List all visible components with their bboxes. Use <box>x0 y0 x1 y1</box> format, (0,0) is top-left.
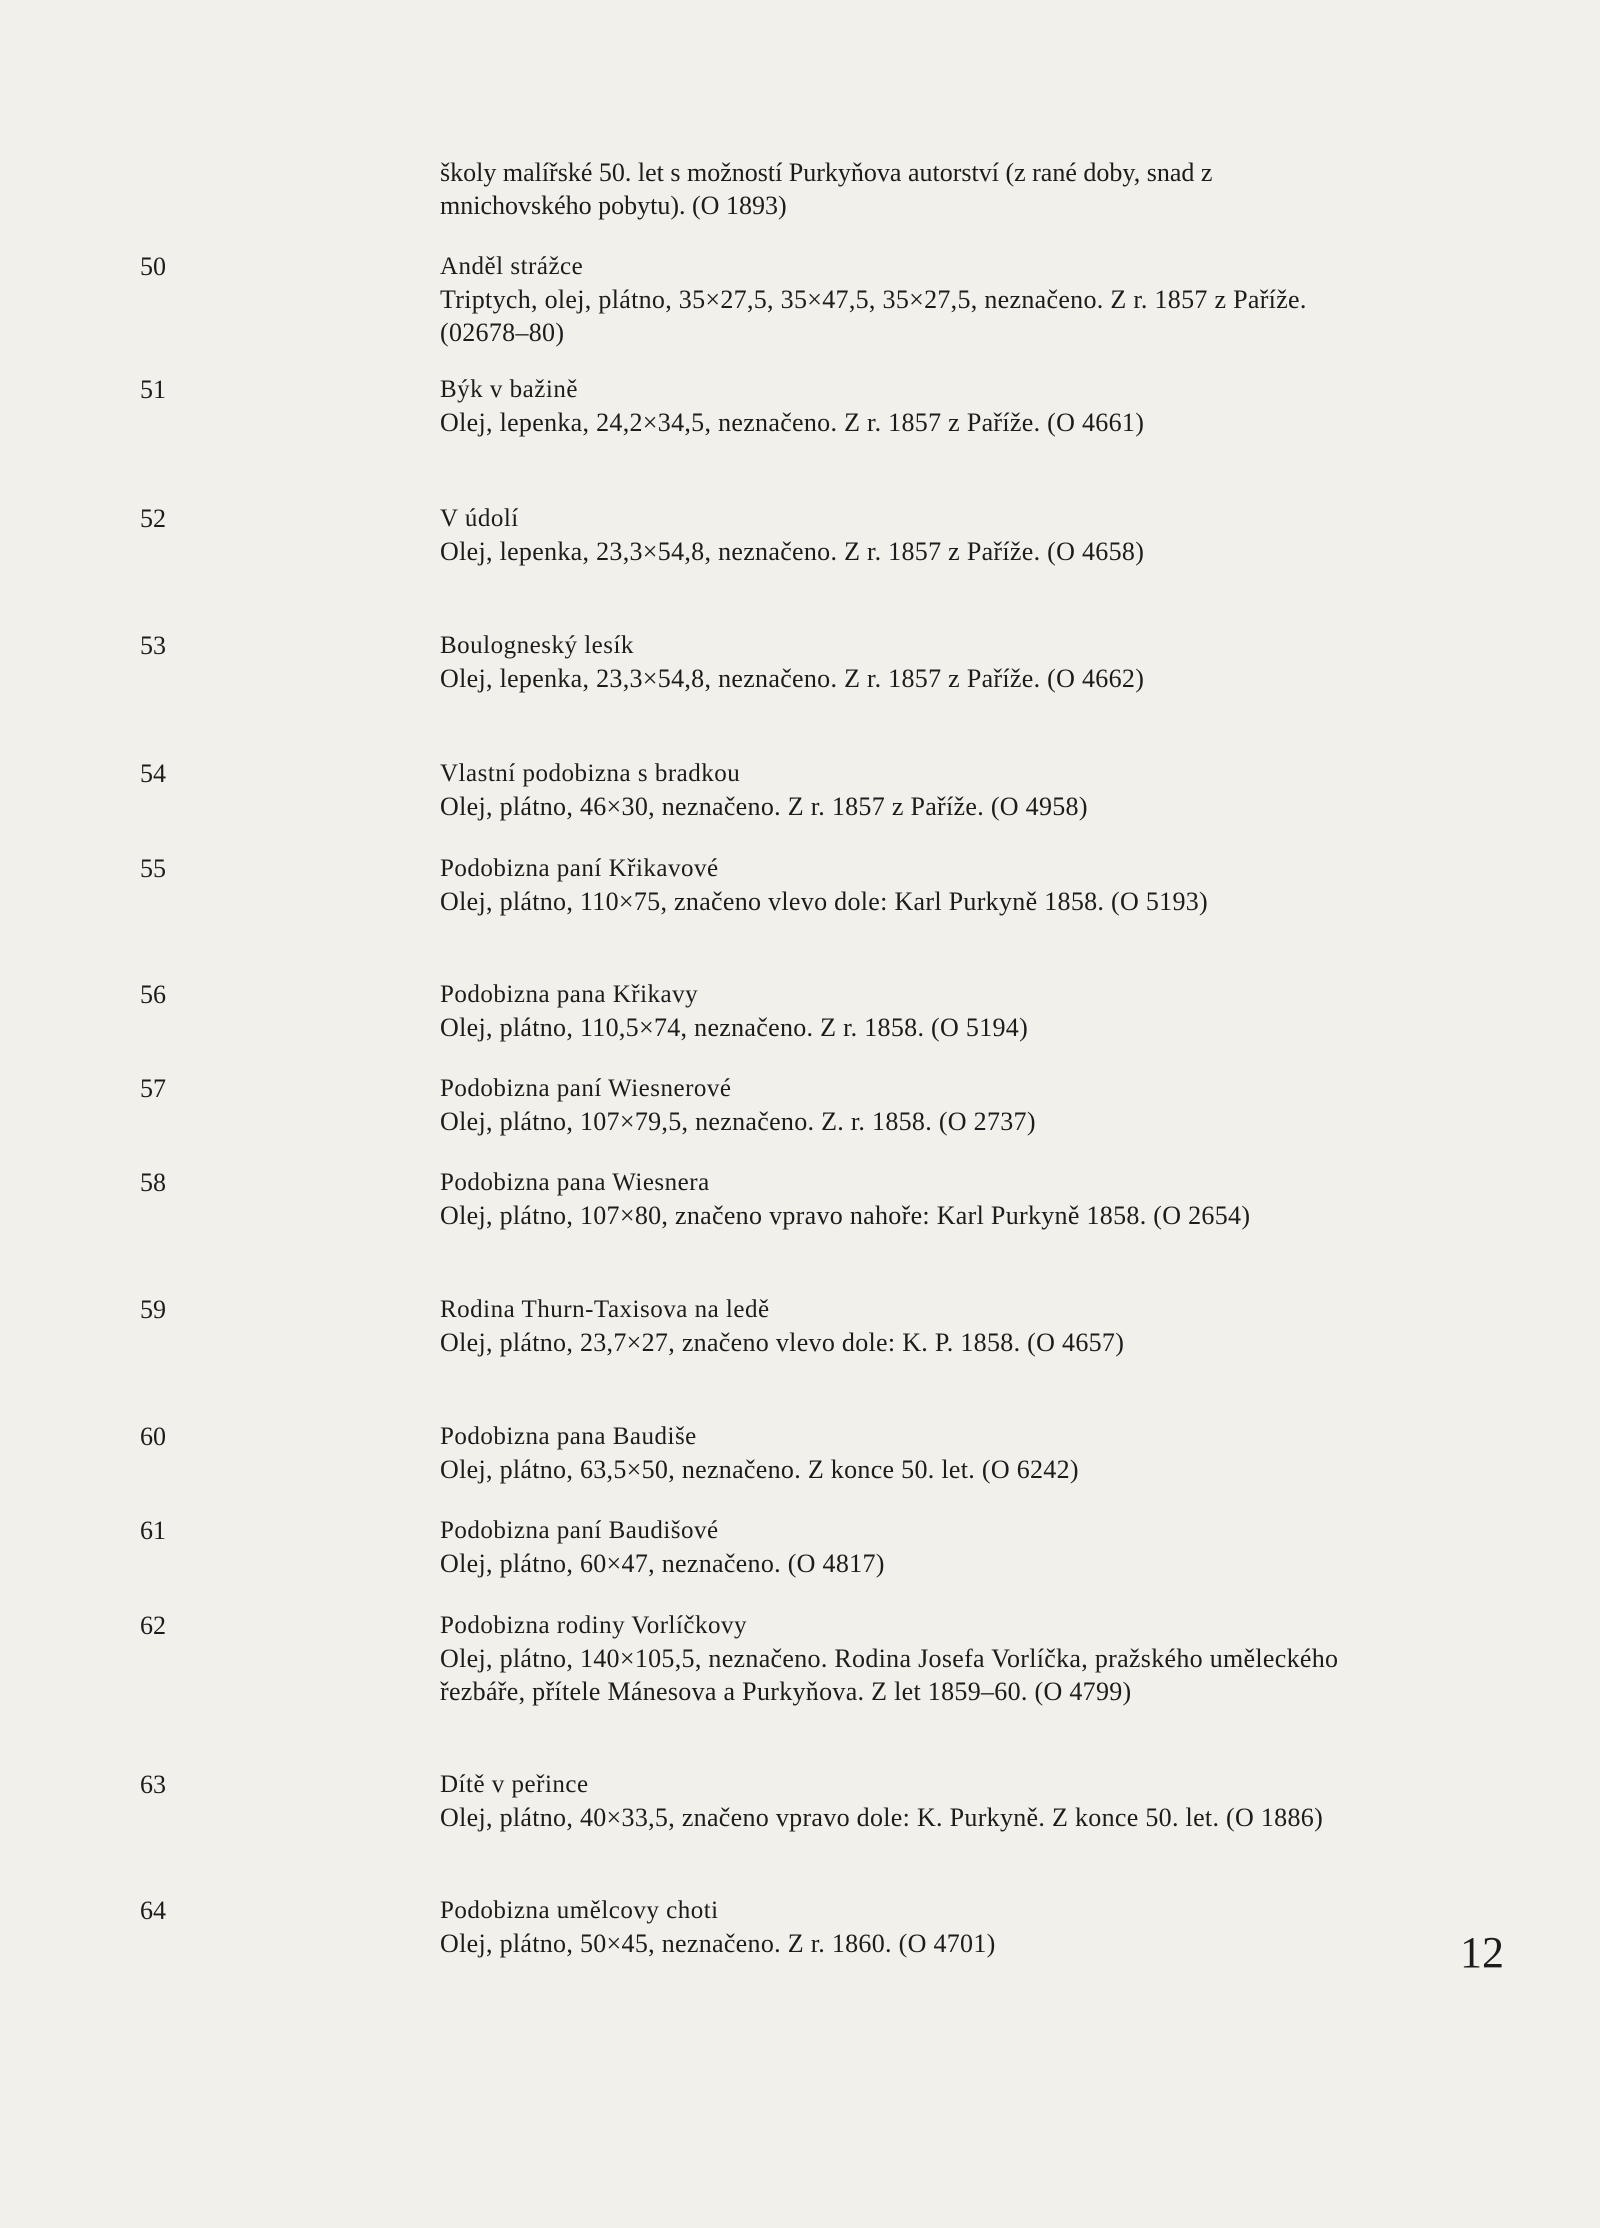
entry-number: 53 <box>140 631 166 660</box>
entry-title: Býk v bažině <box>440 376 578 403</box>
entry-number: 59 <box>140 1295 166 1324</box>
entry-number: 63 <box>140 1770 166 1799</box>
entry-number: 52 <box>140 504 166 533</box>
entry-title: V údolí <box>440 505 519 532</box>
entry-number: 51 <box>140 375 166 404</box>
entry-number: 60 <box>140 1422 166 1451</box>
entry-title: Podobizna pana Baudiše <box>440 1423 697 1450</box>
entry-number: 50 <box>140 252 166 281</box>
entry-number: 55 <box>140 854 166 883</box>
entry-number: 56 <box>140 980 166 1009</box>
entry-description: Olej, plátno, 60×47, neznačeno. (O 4817) <box>440 1549 885 1578</box>
entry-number: 58 <box>140 1168 166 1197</box>
entry-description: Olej, plátno, 50×45, neznačeno. Z r. 1860. (O 4701) <box>440 1929 996 1958</box>
entry-number: 54 <box>140 759 166 788</box>
entry-description: Olej, plátno, 110×75, značeno vlevo dole: Karl Purkyně 1858. (O 5193) <box>440 887 1209 916</box>
entry-title: Rodina Thurn-Taxisova na ledě <box>440 1296 770 1323</box>
entry-description: Olej, lepenka, 23,3×54,8, neznačeno. Z r. 1857 z Paříže. (O 4658) <box>440 537 1145 566</box>
entry-title: Podobizna umělcovy choti <box>440 1897 719 1924</box>
entry-number: 61 <box>140 1516 166 1545</box>
entry-title: Vlastní podobizna s bradkou <box>440 760 741 787</box>
entry-number: 57 <box>140 1074 166 1103</box>
entry-description: Olej, plátno, 63,5×50, neznačeno. Z konce 50. let. (O 6242) <box>440 1455 1079 1484</box>
entry-title: Podobizna paní Wiesnerové <box>440 1075 732 1102</box>
entry-description: Olej, plátno, 46×30, neznačeno. Z r. 1857 z Paříže. (O 4958) <box>440 792 1088 821</box>
entry-description: Olej, plátno, 107×80, značeno vpravo nahoře: Karl Purkyně 1858. (O 2654) <box>440 1201 1251 1230</box>
entry-description: Olej, plátno, 107×79,5, neznačeno. Z. r. 1858. (O 2737) <box>440 1107 1036 1136</box>
entry-title: Podobizna paní Baudišové <box>440 1517 719 1544</box>
entry-description: Olej, lepenka, 24,2×34,5, neznačeno. Z r. 1857 z Paříže. (O 4661) <box>440 408 1145 437</box>
entry-title: Podobizna paní Křikavové <box>440 855 719 882</box>
entry-number: 62 <box>140 1611 166 1640</box>
entry-description: Olej, plátno, 40×33,5, značeno vpravo dole: K. Purkyně. Z konce 50. let. (O 1886) <box>440 1803 1324 1832</box>
entry-number: 64 <box>140 1896 166 1925</box>
entry-description: Olej, plátno, 140×105,5, neznačeno. Rodina Josefa Vorlíčka, pražského uměleckého řezbáře, přítele Mánesova a Purkyňova. Z let 1859–60. (O 4799) <box>440 1644 1339 1706</box>
entry-description: Olej, plátno, 23,7×27, značeno vlevo dole: K. P. 1858. (O 4657) <box>440 1328 1125 1357</box>
entry-description: Olej, lepenka, 23,3×54,8, neznačeno. Z r. 1857 z Paříže. (O 4662) <box>440 664 1145 693</box>
intro-text: školy malířské 50. let s možností Purkyňova autorství (z rané doby, snad z mnichovského pobytu). (O 1893) <box>440 158 1213 220</box>
entry-title: Podobizna pana Wiesnera <box>440 1169 710 1196</box>
entry-title: Boulogneský lesík <box>440 632 634 659</box>
page-number: 12 <box>1460 1928 1504 1977</box>
entry-title: Anděl strážce <box>440 253 584 280</box>
entry-title: Podobizna pana Křikavy <box>440 981 699 1008</box>
entry-description: Triptych, olej, plátno, 35×27,5, 35×47,5, 35×27,5, neznačeno. Z r. 1857 z Paříže. (02678–80) <box>440 285 1307 347</box>
entry-title: Podobizna rodiny Vorlíčkovy <box>440 1612 748 1639</box>
entry-title: Dítě v peřince <box>440 1771 589 1798</box>
entry-description: Olej, plátno, 110,5×74, neznačeno. Z r. 1858. (O 5194) <box>440 1013 1029 1042</box>
